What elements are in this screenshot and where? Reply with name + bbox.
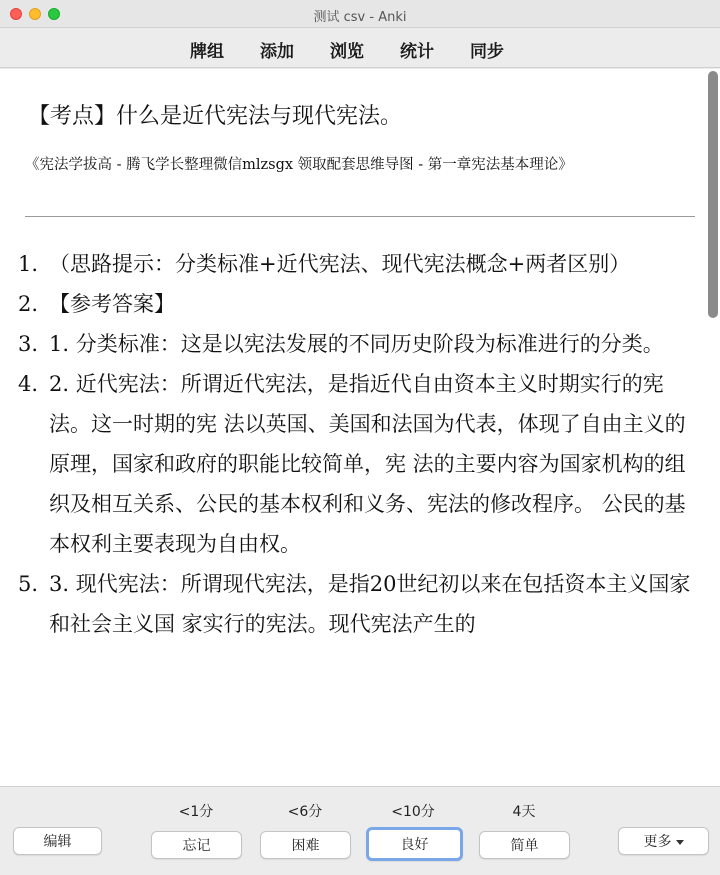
list-item-text: （思路提示：分类标准+近代宪法、现代宪法概念+两者区别） <box>49 252 631 276</box>
chevron-down-icon <box>676 840 684 845</box>
interval-hard: <6分 <box>287 804 323 820</box>
review-bar <box>0 786 720 875</box>
interval-good: <10分 <box>391 804 435 820</box>
scrollbar-thumb[interactable] <box>708 71 718 318</box>
toolbar-browse[interactable]: 浏览 <box>330 42 364 62</box>
window-title: 测试 csv - Anki <box>313 10 407 25</box>
toolbar-sync[interactable]: 同步 <box>470 42 504 62</box>
good-button[interactable] <box>366 827 463 861</box>
list-item-text: 2. 近代宪法：所谓近代宪法，是指近代自由资本主义时期实行的宪法。这一时期的宪 法以英国、美国和法国为代表，体现了自由主义的原理，国家和政府的职能比较简单，宪 法的主要内容为国家机构的组织及相互关系、公民的基本权利和义务、宪法的修改程序。 公民的基本权利主要表现为自由权。 <box>49 372 686 556</box>
list-item-text: 【参考答案】 <box>49 292 175 316</box>
list-item-number: 3. <box>18 332 39 356</box>
more-button[interactable] <box>618 827 709 855</box>
interval-again: <1分 <box>178 804 214 820</box>
card-question: 【考点】什么是近代宪法与现代宪法。 <box>28 104 403 129</box>
again-button[interactable] <box>151 831 242 859</box>
list-item <box>18 564 693 644</box>
easy-button-label: 简单 <box>510 837 539 853</box>
list-item-text: 3. 现代宪法：所谓现代宪法，是指20世纪初以来在包括资本主义国家和社会主义国 家实行的宪法。现代宪法产生的 <box>49 572 691 636</box>
main-toolbar <box>0 28 720 68</box>
list-item-text: 1. 分类标准：这是以宪法发展的不同历史阶段为标准进行的分类。 <box>49 332 664 356</box>
edit-button[interactable] <box>13 827 102 855</box>
hard-button[interactable] <box>260 831 351 859</box>
card-content[interactable] <box>0 69 720 786</box>
again-button-label: 忘记 <box>182 837 211 853</box>
list-item-number: 4. <box>18 372 39 396</box>
card-source: 《宪法学拔高 - 腾飞学长整理微信mlzsgx 领取配套思维导图 - 第一章宪法基本理论》 <box>25 157 573 173</box>
edit-button-label: 编辑 <box>43 833 72 849</box>
toolbar-stats[interactable]: 统计 <box>400 42 434 62</box>
title-bar <box>0 0 720 28</box>
more-button-label: 更多 <box>643 833 672 849</box>
interval-easy: 4天 <box>512 804 536 820</box>
answer-list <box>18 244 693 644</box>
hard-button-label: 困难 <box>291 837 320 853</box>
list-item <box>18 364 693 564</box>
toolbar-decks[interactable]: 牌组 <box>190 42 224 62</box>
toolbar-add[interactable]: 添加 <box>260 42 294 62</box>
list-item-number: 5. <box>18 572 39 596</box>
question-answer-divider <box>25 216 695 217</box>
list-item-number: 2. <box>18 292 39 316</box>
list-item <box>18 244 693 284</box>
list-item-number: 1. <box>18 252 39 276</box>
list-item <box>18 324 693 364</box>
list-item <box>18 284 693 324</box>
good-button-label: 良好 <box>400 836 429 852</box>
easy-button[interactable] <box>479 831 570 859</box>
